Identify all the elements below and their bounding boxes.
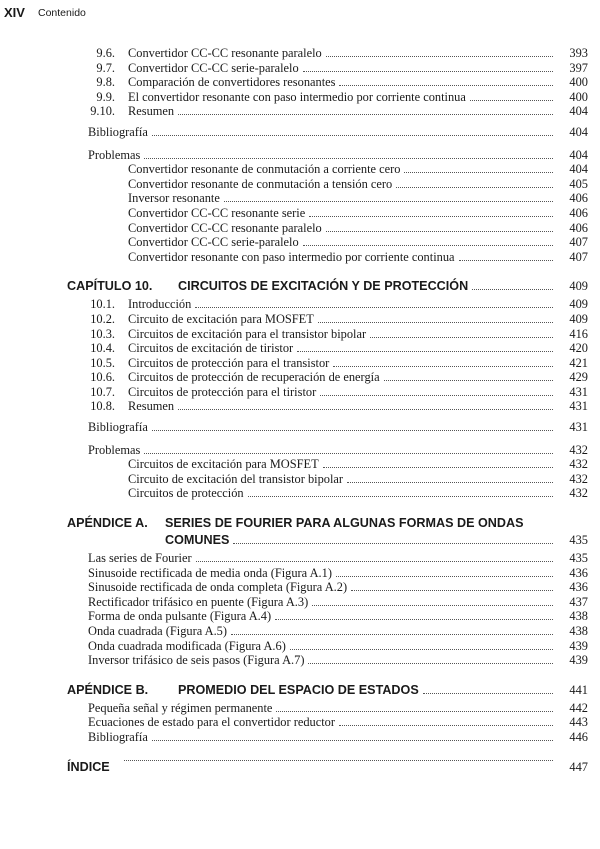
entry-line <box>88 624 553 639</box>
entry-title: Convertidor CC-CC resonante paralelo <box>128 46 322 60</box>
entry-title: Circuitos de protección para el tiristor <box>128 384 317 399</box>
toc-entry[interactable] <box>0 312 600 327</box>
entry-title: Circuito de excitación para MOSFET <box>128 311 314 326</box>
toc-entry[interactable] <box>0 385 600 400</box>
entry-title: Rectificador trifásico en puente (Figura A.3) <box>88 594 309 609</box>
entry-line <box>128 356 553 371</box>
toc-group <box>0 682 600 745</box>
page-ref: 429 <box>569 370 588 385</box>
entry-line <box>128 457 553 472</box>
entry-line <box>88 595 553 610</box>
page-ref: 447 <box>569 759 588 774</box>
toc-entry[interactable] <box>0 61 600 76</box>
dot-leader <box>351 589 553 591</box>
section-number: 9.8. <box>96 75 115 90</box>
toc-entry[interactable] <box>0 75 600 90</box>
page-ref: 431 <box>569 420 588 435</box>
page-ref: 442 <box>569 700 588 715</box>
entry-line <box>128 90 553 105</box>
page-ref: 409 <box>569 297 588 312</box>
page-ref: 404 <box>569 162 588 177</box>
dot-leader <box>297 350 553 352</box>
entry-line <box>128 385 553 400</box>
dot-leader <box>196 560 553 562</box>
toc-entry[interactable] <box>0 624 600 639</box>
heading-label: APÉNDICE B. <box>67 682 149 697</box>
dot-leader <box>195 306 553 308</box>
entry-title: Inversor trifásico de seis pasos (Figura A.7) <box>88 653 305 668</box>
page-ref: 436 <box>569 580 588 595</box>
page-ref: 406 <box>569 220 588 235</box>
dot-leader <box>124 759 553 761</box>
dot-leader <box>370 336 553 338</box>
section-number: 10.7. <box>90 384 115 399</box>
entry-line <box>128 312 553 327</box>
entry-line <box>128 327 553 342</box>
page-ref: 439 <box>569 653 588 668</box>
entry-line <box>128 472 553 487</box>
section-number: 9.7. <box>96 60 115 75</box>
entry-line <box>88 443 553 458</box>
entry-title: Forma de onda pulsante (Figura A.4) <box>88 609 272 624</box>
entry-line <box>88 566 553 581</box>
toc-entry[interactable] <box>0 370 600 385</box>
dot-leader <box>339 84 553 86</box>
heading-label: CAPÍTULO 10. <box>67 279 153 294</box>
toc-group <box>0 125 600 140</box>
entry-title: Sinusoide rectificada de media onda (Figura A.1) <box>88 565 332 580</box>
dot-leader <box>472 288 553 290</box>
toc-entry[interactable] <box>0 125 600 140</box>
dot-leader <box>152 739 553 741</box>
dot-leader <box>470 99 553 101</box>
page-ref: 409 <box>569 311 588 326</box>
section-number: 10.5. <box>90 355 115 370</box>
running-title: Contenido <box>38 7 86 19</box>
toc-entry[interactable] <box>0 486 600 501</box>
page-number: XIV <box>4 5 25 20</box>
toc-entry[interactable] <box>0 399 600 414</box>
entry-line <box>128 250 553 265</box>
dot-leader <box>423 692 553 694</box>
page-ref: 407 <box>569 235 588 250</box>
table-of-contents <box>0 46 600 776</box>
entry-line <box>128 341 553 356</box>
heading-line <box>120 759 553 764</box>
entry-title: Circuito de excitación del transistor bipolar <box>128 471 344 486</box>
entry-line <box>128 370 553 385</box>
toc-entry[interactable] <box>0 206 600 221</box>
page-ref: 404 <box>569 124 588 139</box>
toc-group <box>0 278 600 414</box>
entry-line <box>88 580 553 595</box>
toc-group <box>0 515 600 668</box>
toc-entry[interactable] <box>0 715 600 730</box>
toc-entry[interactable] <box>0 341 600 356</box>
toc-entry[interactable] <box>0 609 600 624</box>
entry-line <box>88 420 553 435</box>
heading-label: APÉNDICE A. <box>67 516 148 531</box>
entry-title: Convertidor CC-CC serie-paralelo <box>128 235 299 250</box>
dot-leader <box>320 394 553 396</box>
heading-line <box>165 532 553 549</box>
section-number: 9.6. <box>96 46 115 60</box>
entry-title: Convertidor resonante con paso intermedio por corriente continua <box>128 249 455 264</box>
dot-leader <box>336 575 553 577</box>
entry-title: Onda cuadrada (Figura A.5) <box>88 624 228 638</box>
heading-line <box>178 278 553 295</box>
entry-line <box>88 551 553 566</box>
toc-group <box>0 148 600 265</box>
toc-entry[interactable] <box>0 356 600 371</box>
section-number: 9.9. <box>96 89 115 104</box>
entry-line <box>128 486 553 501</box>
page-ref: 441 <box>569 682 588 697</box>
page-ref: 406 <box>569 205 588 220</box>
entry-line <box>128 206 553 221</box>
heading-line <box>165 515 523 532</box>
toc-entry[interactable] <box>0 221 600 236</box>
entry-title: Bibliografía <box>88 729 148 744</box>
entry-title: Problemas <box>88 442 141 457</box>
entry-title: Ecuaciones de estado para el convertidor reductor <box>88 715 336 730</box>
page-ref: 416 <box>569 326 588 341</box>
entry-title: Convertidor resonante de conmutación a corriente cero <box>128 162 401 177</box>
page-ref: 432 <box>569 442 588 457</box>
toc-entry[interactable] <box>0 472 600 487</box>
heading-title: PROMEDIO DEL ESPACIO DE ESTADOS <box>178 682 419 697</box>
toc-entry[interactable] <box>0 595 600 610</box>
entry-title: Onda cuadrada modificada (Figura A.6) <box>88 638 286 653</box>
entry-line <box>128 399 553 414</box>
dot-leader <box>290 648 553 650</box>
toc-group <box>0 443 600 501</box>
toc-group <box>0 759 600 776</box>
toc-heading[interactable] <box>0 515 600 532</box>
dot-leader <box>152 134 553 136</box>
page-ref: 432 <box>569 471 588 486</box>
toc-heading[interactable] <box>0 682 600 699</box>
entry-line <box>128 297 553 312</box>
dot-leader <box>347 481 553 483</box>
page-ref: 438 <box>569 624 588 638</box>
dot-leader <box>144 157 553 159</box>
page-ref: 400 <box>569 89 588 104</box>
entry-title: Convertidor CC-CC resonante paralelo <box>128 220 322 235</box>
entry-line <box>128 46 553 61</box>
entry-line <box>88 701 553 716</box>
page-ref: 397 <box>569 60 588 75</box>
dot-leader <box>459 259 553 261</box>
toc-group <box>0 420 600 435</box>
entry-line <box>128 61 553 76</box>
entry-title: Inversor resonante <box>128 191 220 206</box>
section-number: 10.3. <box>90 326 115 341</box>
entry-title: Bibliografía <box>88 420 148 435</box>
entry-title: Problemas <box>88 147 141 162</box>
toc-heading[interactable] <box>0 532 600 549</box>
page-ref: 400 <box>569 75 588 90</box>
entry-title: Comparación de convertidores resonantes <box>128 75 336 90</box>
section-number: 10.2. <box>90 311 115 326</box>
entry-line <box>88 653 553 668</box>
page-ref: 436 <box>569 565 588 580</box>
page-ref: 432 <box>569 457 588 472</box>
entry-title: Circuitos de excitación para el transistor bipolar <box>128 326 367 341</box>
dot-leader <box>178 113 553 115</box>
toc-entry[interactable] <box>0 162 600 177</box>
entry-title: Circuitos de protección de recuperación de energía <box>128 370 380 385</box>
toc-entry[interactable] <box>0 250 600 265</box>
dot-leader <box>326 55 553 57</box>
entry-line <box>88 639 553 654</box>
heading-label: ÍNDICE <box>67 759 110 774</box>
page-ref: 437 <box>569 594 588 609</box>
dot-leader <box>178 408 553 410</box>
toc-heading[interactable] <box>0 278 600 295</box>
toc-entry[interactable] <box>0 191 600 206</box>
entry-title: Resumen <box>128 399 175 414</box>
entry-title: Pequeña señal y régimen permanente <box>88 700 273 715</box>
page-ref: 421 <box>569 355 588 370</box>
entry-line <box>88 715 553 730</box>
page-ref: 431 <box>569 384 588 399</box>
toc-entry[interactable] <box>0 235 600 250</box>
toc-entry[interactable] <box>0 653 600 668</box>
page-ref: 404 <box>569 147 588 162</box>
dot-leader <box>303 244 553 246</box>
toc-entry[interactable] <box>0 457 600 472</box>
entry-line <box>128 235 553 250</box>
entry-line <box>128 177 553 192</box>
page-ref: 438 <box>569 609 588 624</box>
page-ref: 407 <box>569 249 588 264</box>
toc-entry[interactable] <box>0 420 600 435</box>
section-number: 10.4. <box>90 341 115 356</box>
entry-title: Resumen <box>128 104 175 119</box>
page-ref: 393 <box>569 46 588 60</box>
dot-leader <box>312 604 553 606</box>
dot-leader <box>339 724 553 726</box>
page-ref: 435 <box>569 533 588 548</box>
toc-entry[interactable] <box>0 177 600 192</box>
toc-entry[interactable] <box>0 701 600 716</box>
page-ref: 439 <box>569 638 588 653</box>
entry-title: El convertidor resonante con paso intermedio por corriente continua <box>128 89 466 104</box>
dot-leader <box>231 633 553 635</box>
entry-line <box>88 730 553 745</box>
dot-leader <box>404 171 553 173</box>
section-number: 10.1. <box>90 297 115 312</box>
toc-entry[interactable] <box>0 46 600 61</box>
page-ref: 435 <box>569 551 588 566</box>
entry-line <box>128 221 553 236</box>
dot-leader <box>276 710 553 712</box>
entry-title: Circuitos de protección <box>128 486 244 501</box>
page-ref: 446 <box>569 729 588 744</box>
toc-entry[interactable] <box>0 104 600 119</box>
section-number: 9.10. <box>90 104 115 119</box>
entry-line <box>88 125 553 140</box>
page-ref: 443 <box>569 715 588 730</box>
dot-leader <box>326 230 553 232</box>
entry-title: Introducción <box>128 297 192 312</box>
dot-leader <box>275 618 553 620</box>
dot-leader <box>308 662 553 664</box>
toc-entry[interactable] <box>0 730 600 745</box>
entry-title: Convertidor CC-CC serie-paralelo <box>128 60 299 75</box>
toc-entry[interactable] <box>0 148 600 163</box>
dot-leader <box>144 452 553 454</box>
toc-entry[interactable] <box>0 327 600 342</box>
heading-title: SERIES DE FOURIER PARA ALGUNAS FORMAS DE ONDAS <box>165 516 524 531</box>
entry-title: Convertidor CC-CC resonante serie <box>128 205 306 220</box>
dot-leader <box>233 542 553 544</box>
dot-leader <box>396 186 553 188</box>
entry-title: Las series de Fourier <box>88 551 192 566</box>
dot-leader <box>318 321 553 323</box>
entry-title: Circuitos de excitación para MOSFET <box>128 457 319 472</box>
toc-entry[interactable] <box>0 580 600 595</box>
dot-leader <box>384 379 553 381</box>
dot-leader <box>309 215 553 217</box>
heading-line <box>178 682 553 699</box>
entry-line <box>128 162 553 177</box>
entry-line <box>128 191 553 206</box>
entry-title: Circuitos de excitación de tiristor <box>128 341 294 356</box>
toc-heading[interactable] <box>0 759 600 776</box>
entry-line <box>128 104 553 119</box>
entry-title: Bibliografía <box>88 124 148 139</box>
entry-line <box>88 148 553 163</box>
dot-leader <box>248 495 553 497</box>
page-ref: 404 <box>569 104 588 119</box>
toc-entry[interactable] <box>0 443 600 458</box>
entry-title: Sinusoide rectificada de onda completa (Figura A.2) <box>88 580 348 595</box>
dot-leader <box>152 429 553 431</box>
page-ref: 406 <box>569 191 588 206</box>
dot-leader <box>303 70 553 72</box>
entry-title: Convertidor resonante de conmutación a tensión cero <box>128 176 393 191</box>
page-ref: 405 <box>569 176 588 191</box>
dot-leader <box>333 365 553 367</box>
dot-leader <box>224 200 553 202</box>
page-ref: 432 <box>569 486 588 501</box>
heading-title: CIRCUITOS DE EXCITACIÓN Y DE PROTECCIÓN <box>178 279 469 294</box>
entry-line <box>88 609 553 624</box>
toc-entry[interactable] <box>0 639 600 654</box>
toc-entry[interactable] <box>0 90 600 105</box>
section-number: 10.8. <box>90 399 115 414</box>
toc-entry[interactable] <box>0 566 600 581</box>
entry-title: Circuitos de protección para el transistor <box>128 355 330 370</box>
toc-entry[interactable] <box>0 551 600 566</box>
page-ref: 420 <box>569 341 588 356</box>
heading-title: COMUNES <box>165 533 230 548</box>
dot-leader <box>323 466 553 468</box>
section-number: 10.6. <box>90 370 115 385</box>
page-ref: 409 <box>569 279 588 294</box>
toc-entry[interactable] <box>0 297 600 312</box>
toc-group <box>0 46 600 119</box>
entry-line <box>128 75 553 90</box>
page-ref: 431 <box>569 399 588 414</box>
